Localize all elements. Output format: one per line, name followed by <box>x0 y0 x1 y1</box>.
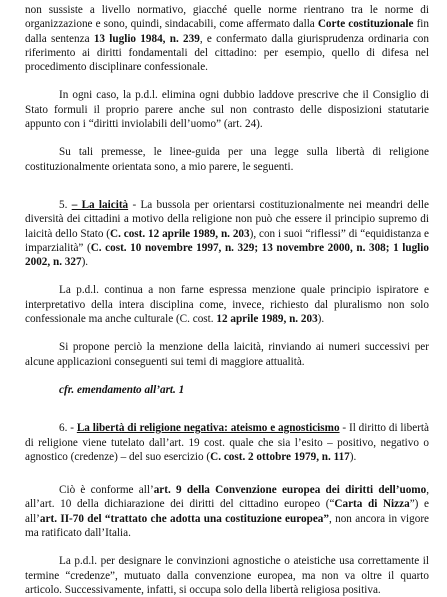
bold-reference: art. II-70 del “trattato che adotta una costituzione europea” <box>39 512 329 525</box>
section-6-liberta-negativa <box>25 421 429 464</box>
bold-reference: C. cost. 2 ottobre 1979, n. 117 <box>210 450 350 463</box>
text-span: La p.d.l. continua a non farne espressa menzione quale principio ispiratore e interpretativo della intera disciplina come, invece, richiesto dal pluralismo non solo confessionale ma anche culturale (C. cost. <box>25 284 429 326</box>
text-span: ). <box>349 450 357 463</box>
section-title: – La laicità <box>71 198 129 211</box>
text-span: ), con i suoi “riflessi” di “equidistanza e imparzialità” ( <box>25 227 429 254</box>
spacer <box>25 369 429 383</box>
paragraph-pdl-laicita <box>25 283 429 326</box>
text-span: , all’art. 10 della dichiarazione dei diritti del cittadino europeo (“ <box>25 484 429 511</box>
text-span: fin dalla sentenza <box>25 18 429 45</box>
bold-reference: 13 luglio 1984, n. 239 <box>93 32 200 45</box>
paragraph-corte-costituzionale <box>25 3 429 74</box>
section-number: 6. <box>59 422 68 435</box>
section-5-laicita <box>25 198 429 269</box>
spacer <box>25 397 429 421</box>
text-span: , e confermato dalla giurisprudenza ordinaria con riferimento ai diritti fondamentali del cittadino: per esempio, quello di difesa nel procedimento disciplinare confessionale. <box>25 32 429 74</box>
section-title: La libertà di religione negativa: ateismo e agnosticismo <box>76 422 340 435</box>
spacer <box>25 74 429 88</box>
text-span: - <box>67 422 77 435</box>
bold-reference: C. cost. 12 aprile 1989, n. 203 <box>110 227 250 240</box>
bold-reference: Carta di Nizza <box>334 498 410 511</box>
text-span: non sussiste a livello normativo, giacché quelle norme rientrano tra le norme di organizzazione e sono, quindi, sindacabili, come affermato dalla <box>25 4 429 31</box>
text-span: ). <box>81 256 89 269</box>
spacer <box>25 131 429 145</box>
text-span: ). <box>317 313 325 326</box>
paragraph-premesse: Su tali premesse, le linee-guida per una legge sulla libertà di religione costituzionalmente orientata sono, a mio parere, le seguenti. <box>25 146 429 173</box>
paragraph-proposta-laicita: Si propone perciò la menzione della laicità, rinviando ai numeri successivi per alcune applicazioni conseguenti sui temi di maggiore attualità. <box>25 341 429 368</box>
paragraph-credenze: La p.d.l. per designare le convinzioni agnostiche o ateistiche usa correttamente il termine “credenze”, mutuato dalla convenzione europea, ma non va oltre il quarto articolo. Successivamente, infatti, si occupa solo della libertà religiosa positiva. <box>25 555 429 596</box>
bold-reference: C. cost. 10 novembre 1997, n. 329; 13 novembre 2000, n. 308; 1 luglio 2002, n. 327 <box>25 241 429 269</box>
text-span: - Il diritto di libertà di religione viene tutelato dall’art. 19 cost. quale che sia l’esito – positivo, negativo o agnostico (credenze) – del suo esercizio ( <box>25 422 429 463</box>
paragraph-consiglio-di-stato: In ogni caso, la p.d.l. elimina ogni dubbio laddove prescrive che il Consiglio di Stato formuli il proprio parere anche sul non contrasto delle disposizioni statutarie appunto con i “diritti inviolabili dell’uomo” (art. 24). <box>25 89 429 131</box>
bold-reference: art. 9 della Convenzione europea dei diritti dell’uomo <box>153 484 427 497</box>
spacer <box>25 174 429 198</box>
text-span: , non ancora in vigore ma ratificato dall’Italia. <box>25 512 430 540</box>
text-span: - La bussola per orientarsi costituzionalmente nei meandri delle diversità dei cittadini a motivo della religione non può che essere il principio supremo di laicità dello Stato ( <box>25 198 429 240</box>
amendment-reference: cfr. emendamento all’art. 1 <box>59 383 185 396</box>
spacer <box>25 540 429 554</box>
text-span: Ciò è conforme all’ <box>59 484 154 497</box>
spacer <box>25 464 429 483</box>
bold-reference: Corte costituzionale <box>317 18 414 31</box>
spacer <box>25 326 429 340</box>
bold-reference: 12 aprile 1989, n. 203 <box>216 313 318 326</box>
section-number: 5. <box>59 198 68 211</box>
paragraph-convenzione-europea <box>25 483 429 540</box>
spacer <box>25 269 429 283</box>
text-span: ”) e all’ <box>25 498 429 525</box>
